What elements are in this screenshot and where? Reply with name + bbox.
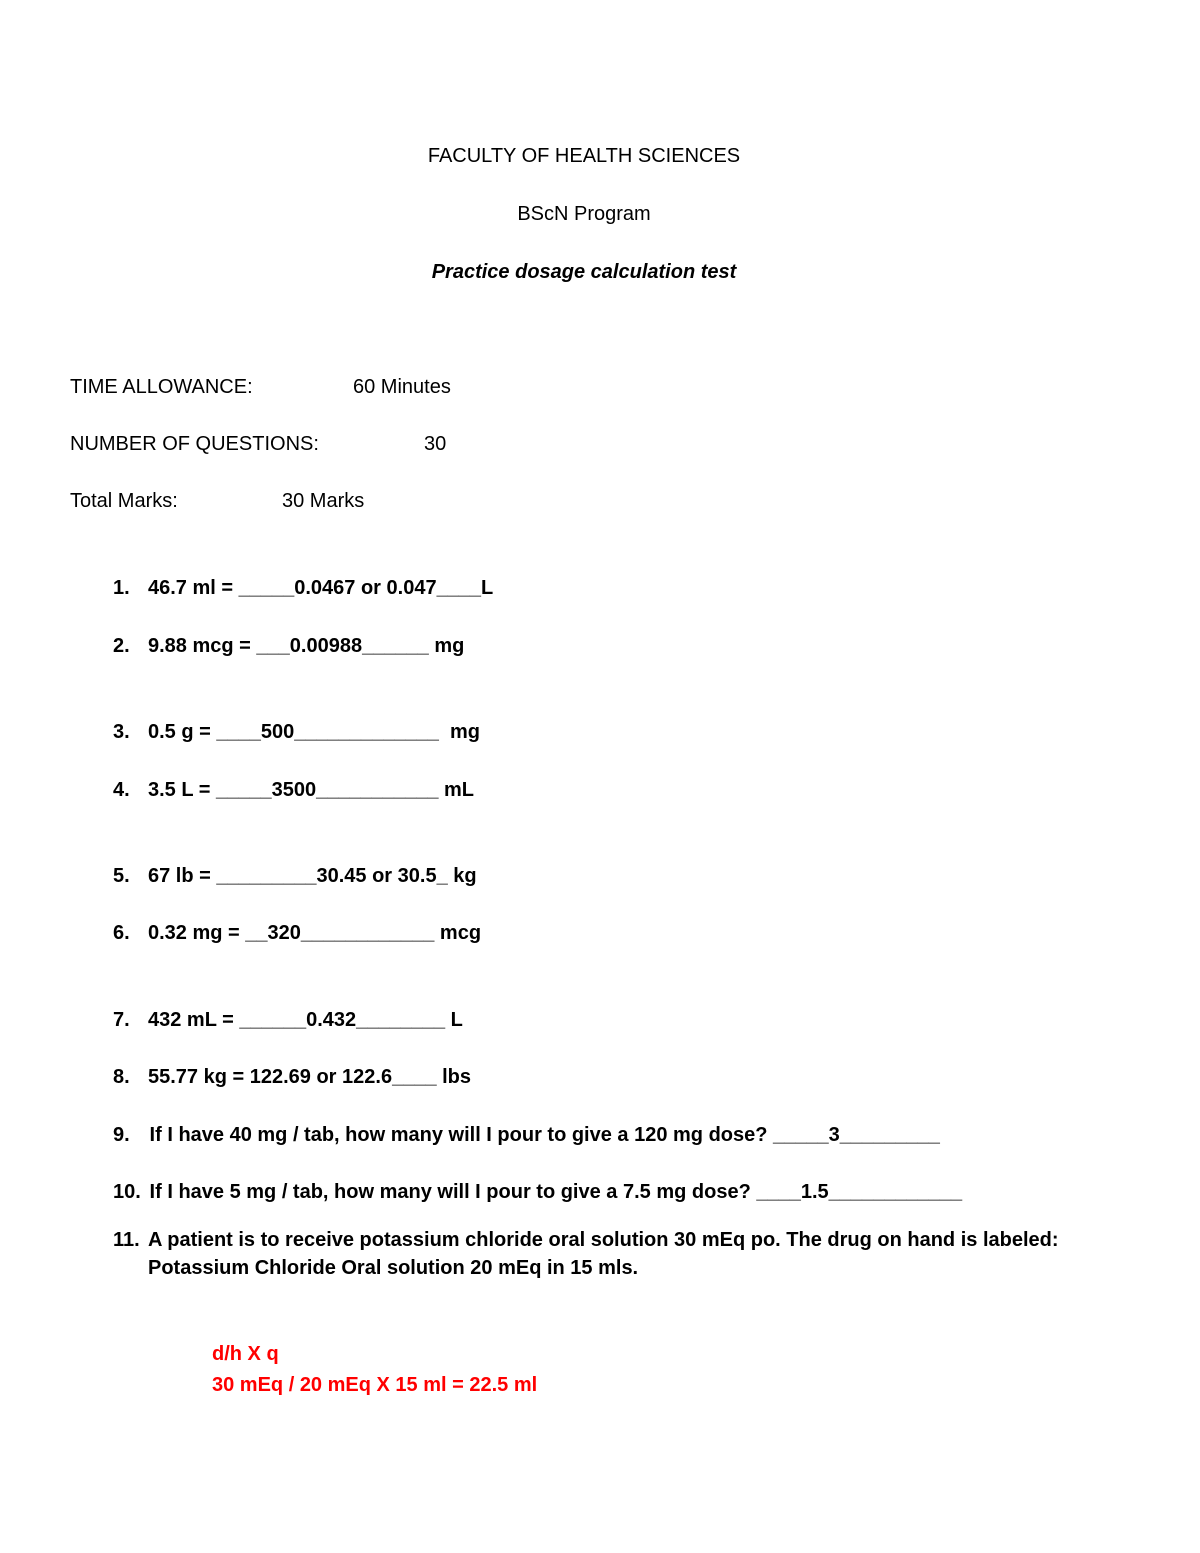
question-number: 4. xyxy=(113,779,130,801)
answer-calculation: 30 mEq / 20 mEq X 15 ml = 22.5 ml xyxy=(212,1374,538,1396)
question-number: 11. xyxy=(113,1229,140,1251)
total-marks-value: 30 Marks xyxy=(282,490,365,512)
faculty-heading: FACULTY OF HEALTH SCIENCES xyxy=(427,145,741,167)
program-heading: BScN Program xyxy=(517,203,651,225)
question-number: 3. xyxy=(113,721,130,743)
question-number: 6. xyxy=(113,922,130,944)
question-text: 3.5 L = _____3500___________ mL xyxy=(148,779,475,801)
question-text: If I have 5 mg / tab, how many will I pour to give a 7.5 mg dose? ____1.5____________ xyxy=(144,1181,963,1203)
question-number: 8. xyxy=(113,1066,130,1088)
question-text: 432 mL = ______0.432________ L xyxy=(148,1009,463,1031)
question-text: A patient is to receive potassium chloride oral solution 30 mEq po. The drug on hand is labeled: xyxy=(148,1229,1059,1251)
number-of-questions-label: NUMBER OF QUESTIONS: xyxy=(70,433,319,455)
time-allowance-label: TIME ALLOWANCE: xyxy=(70,376,253,398)
question-text: 9.88 mcg = ___0.00988______ mg xyxy=(148,635,465,657)
question-number: 10. xyxy=(113,1181,141,1203)
answer-formula: d/h X q xyxy=(212,1343,279,1365)
question-number: 9. xyxy=(113,1124,130,1146)
question-number: 2. xyxy=(113,635,130,657)
question-text-continued: Potassium Chloride Oral solution 20 mEq in 15 mls. xyxy=(148,1257,639,1279)
number-of-questions-value: 30 xyxy=(424,433,447,455)
test-title: Practice dosage calculation test xyxy=(431,261,737,283)
question-text: 55.77 kg = 122.69 or 122.6____ lbs xyxy=(148,1066,472,1088)
question-text: 0.5 g = ____500_____________ mg xyxy=(148,721,480,743)
question-text: 0.32 mg = __320____________ mcg xyxy=(148,922,482,944)
total-marks-label: Total Marks: xyxy=(70,490,178,512)
time-allowance-value: 60 Minutes xyxy=(353,376,451,398)
question-number: 1. xyxy=(113,577,130,599)
question-text: 67 lb = _________30.45 or 30.5_ kg xyxy=(148,865,477,887)
question-number: 7. xyxy=(113,1009,130,1031)
question-text: If I have 40 mg / tab, how many will I pour to give a 120 mg dose? _____3_________ xyxy=(144,1124,940,1146)
question-text: 46.7 ml = _____0.0467 or 0.047____L xyxy=(148,577,494,599)
question-number: 5. xyxy=(113,865,130,887)
